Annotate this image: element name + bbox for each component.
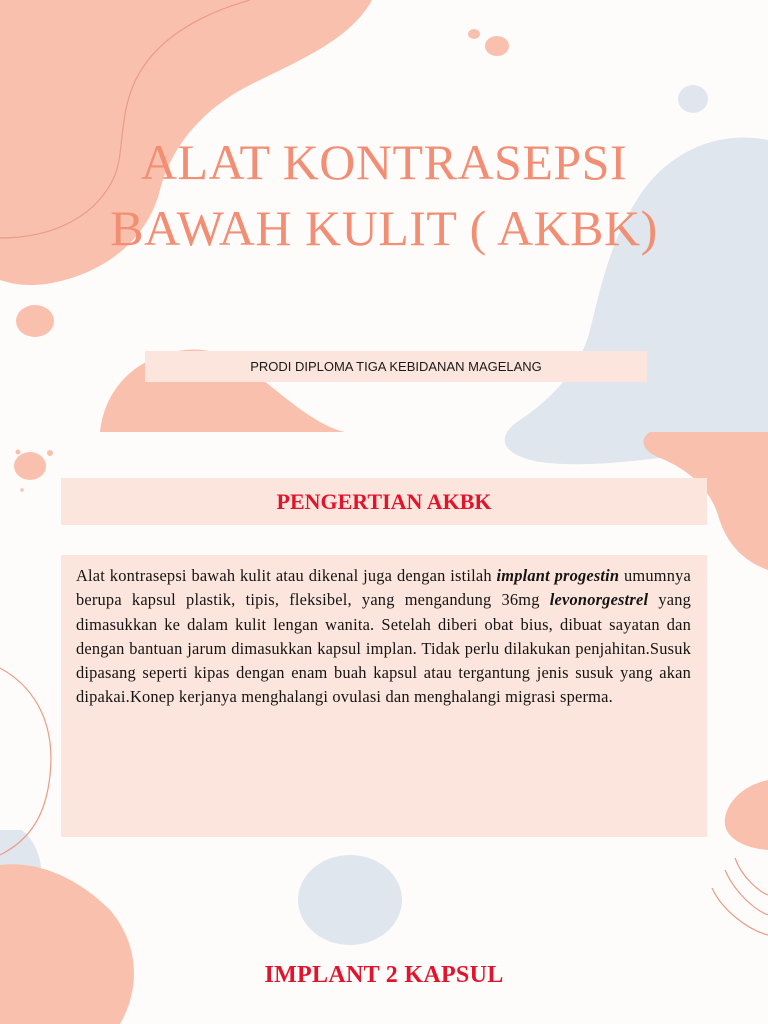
outline-curve-left xyxy=(0,668,51,855)
section-heading-implant: IMPLANT 2 KAPSUL xyxy=(264,962,504,988)
peach-dot-left-lower xyxy=(14,452,46,480)
peach-speck-1 xyxy=(16,450,21,455)
peach-blob-right-low xyxy=(725,780,768,850)
page-title-line-1: ALAT KONTRASEPSI xyxy=(140,134,628,190)
peach-dot-left xyxy=(16,305,54,337)
peach-dot-top xyxy=(485,36,509,56)
blue-dot-top-right xyxy=(678,85,708,113)
subtitle-banner xyxy=(145,351,647,382)
peach-speck-3 xyxy=(20,488,24,492)
term-levonorgestrel: levonorgestrel xyxy=(549,590,649,610)
peach-speck-2 xyxy=(47,450,53,456)
section-heading-pengertian: PENGERTIAN AKBK xyxy=(276,488,492,514)
section-heading-banner xyxy=(61,478,707,525)
peach-blob-bottom-left xyxy=(0,864,134,1024)
page-title-line-2: BAWAH KULIT ( AKBK) xyxy=(110,200,658,256)
paragraph-text-part-1: Alat kontrasepsi bawah kulit atau dikenal juga dengan istilah xyxy=(76,566,497,585)
outline-arc-right-2 xyxy=(725,870,768,915)
term-implant-progestin: implant progestin xyxy=(496,566,620,585)
paragraph-text-part-2: umumnya berupa kapsul plastik, tipis, fleksibel, yang mengandung 36mg xyxy=(76,566,691,610)
definition-text-box xyxy=(61,555,707,837)
peach-dot-top-small xyxy=(468,29,480,39)
outline-arc-right-3 xyxy=(712,888,768,935)
blue-blob-bottom xyxy=(298,855,402,945)
subtitle-text: PRODI DIPLOMA TIGA KEBIDANAN MAGELANG xyxy=(250,359,542,374)
outline-arc-right-1 xyxy=(735,858,768,895)
definition-paragraph xyxy=(76,564,691,710)
paragraph-text-part-3: yang dimasukkan ke dalam kulit lengan wanita. Setelah diberi obat bius, dibuat sayatan dan dengan bantuan jarum dimasukkan kapsul implan. Tidak perlu dilakukan penjahitan.Susuk dipasang seperti kipas dengan enam buah kapsul atau tergantung jenis susuk yang akan dipakai.Konep kerjanya menghalangi ovulasi dan menghalangi migrasi sperma. xyxy=(76,590,691,707)
